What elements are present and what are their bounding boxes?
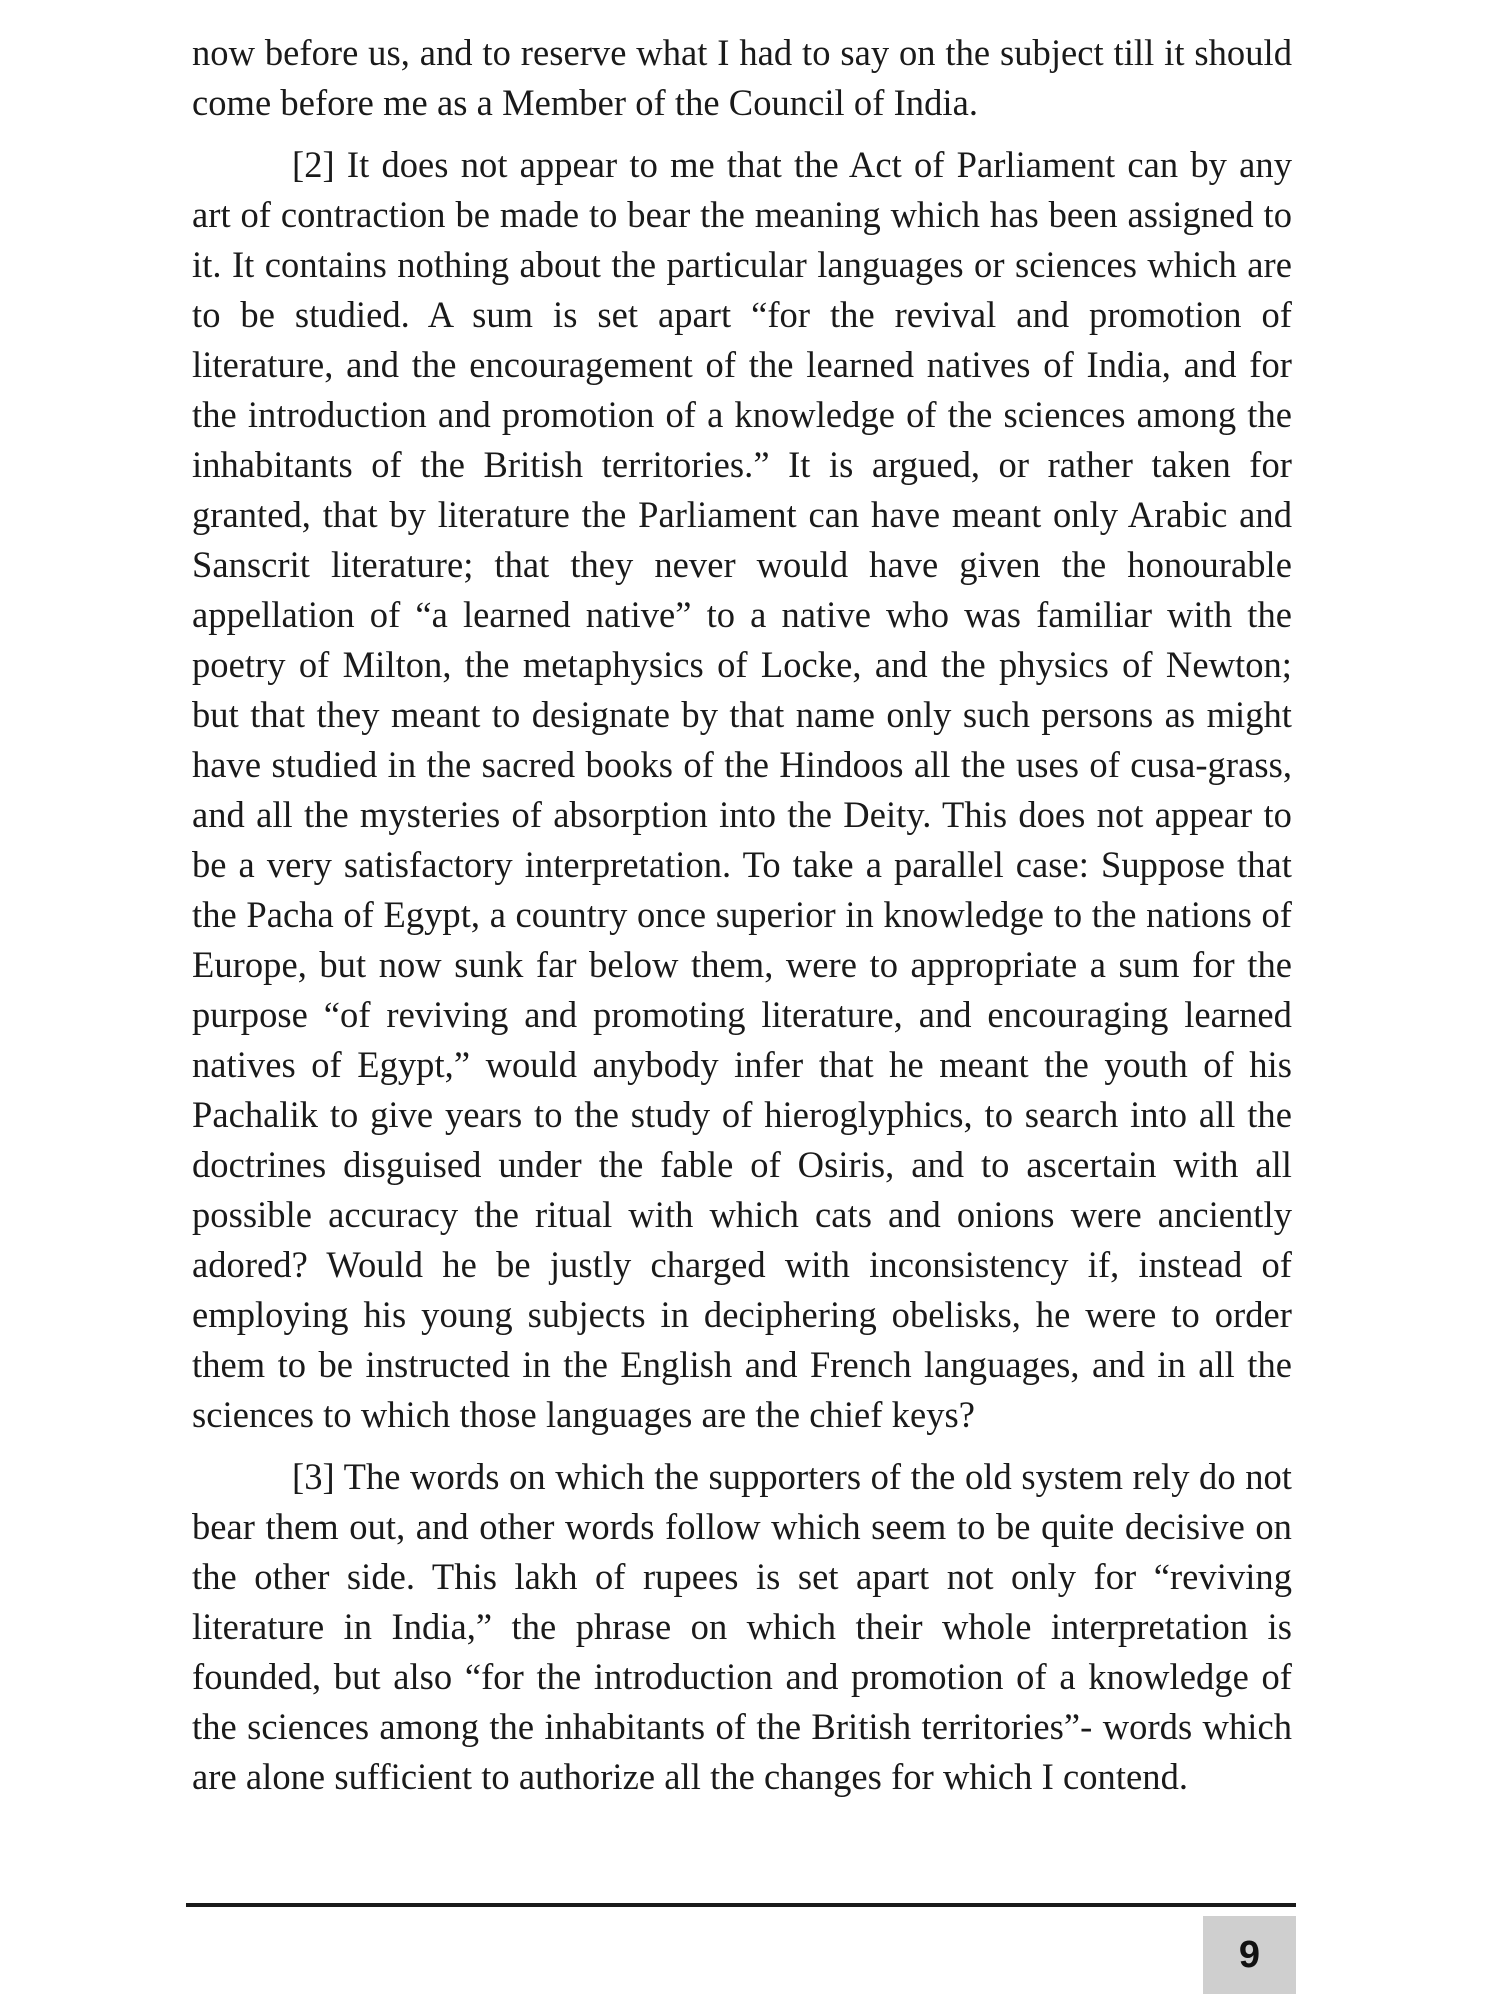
paragraph-2: [2] It does not appear to me that the Act of Parliament can by any art of contraction be made to bear the meaning which has been assigned to it. It contains nothing about the particular languages or sciences which are to be studied. A sum is set apart “for the revival and promotion of literature, and the encouragement of the learned natives of India, and for the introduction and promotion of a knowledge of the sciences among the inhabitants of the British territories.” It is argued, or rather taken for granted, that by literature the Parliament can have meant only Arabic and Sanscrit literature; that they never would have given the honourable appellation of “a learned native” to a native who was familiar with the poetry of Milton, the metaphysics of Locke, and the physics of Newton; but that they meant to designate by that name only such persons as might have studied in the sacred books of the Hindoos all the uses of cusa-grass, and all the mysteries of absorption into the Deity. This does not appear to be a very satisfactory interpretation. To take a parallel case: Suppose that the Pacha of Egypt, a country once superior in knowledge to the nations of Europe, but now sunk far below them, were to appropriate a sum for the purpose “of reviving and promoting literature, and encouraging learned natives of Egypt,” would anybody infer that he meant the youth of his Pachalik to give years to the study of hieroglyphics, to search into all the doctrines disguised under the fable of Osiris, and to ascertain with all possible accuracy the ritual with which cats and onions were anciently adored? Would he be justly charged with inconsistency if, instead of employing his young subjects in deciphering obelisks, he were to order them to be instructed in the English and French languages, and in all the sciences to which those languages are the chief keys? <box>192 144 1292 1435</box>
intro-paragraph: now before us, and to reserve what I had to say on the subject till it should come before me as a Member of the Council of India. <box>192 32 1292 123</box>
page-number <box>1203 1916 1296 1994</box>
page-number-text: 9 <box>1238 1933 1261 1976</box>
footer-divider <box>186 1903 1296 1907</box>
body-text <box>192 28 1292 1814</box>
paragraph-3: [3] The words on which the supporters of the old system rely do not bear them out, and other words follow which seem to be quite decisive on the other side. This lakh of rupees is set apart not only for “reviving literature in India,” the phrase on which their whole interpretation is founded, but also “for the introduction and promotion of a knowledge of the sciences among the inhabitants of the British territories”- words which are alone sufficient to authorize all the changes for which I contend. <box>192 1456 1292 1797</box>
